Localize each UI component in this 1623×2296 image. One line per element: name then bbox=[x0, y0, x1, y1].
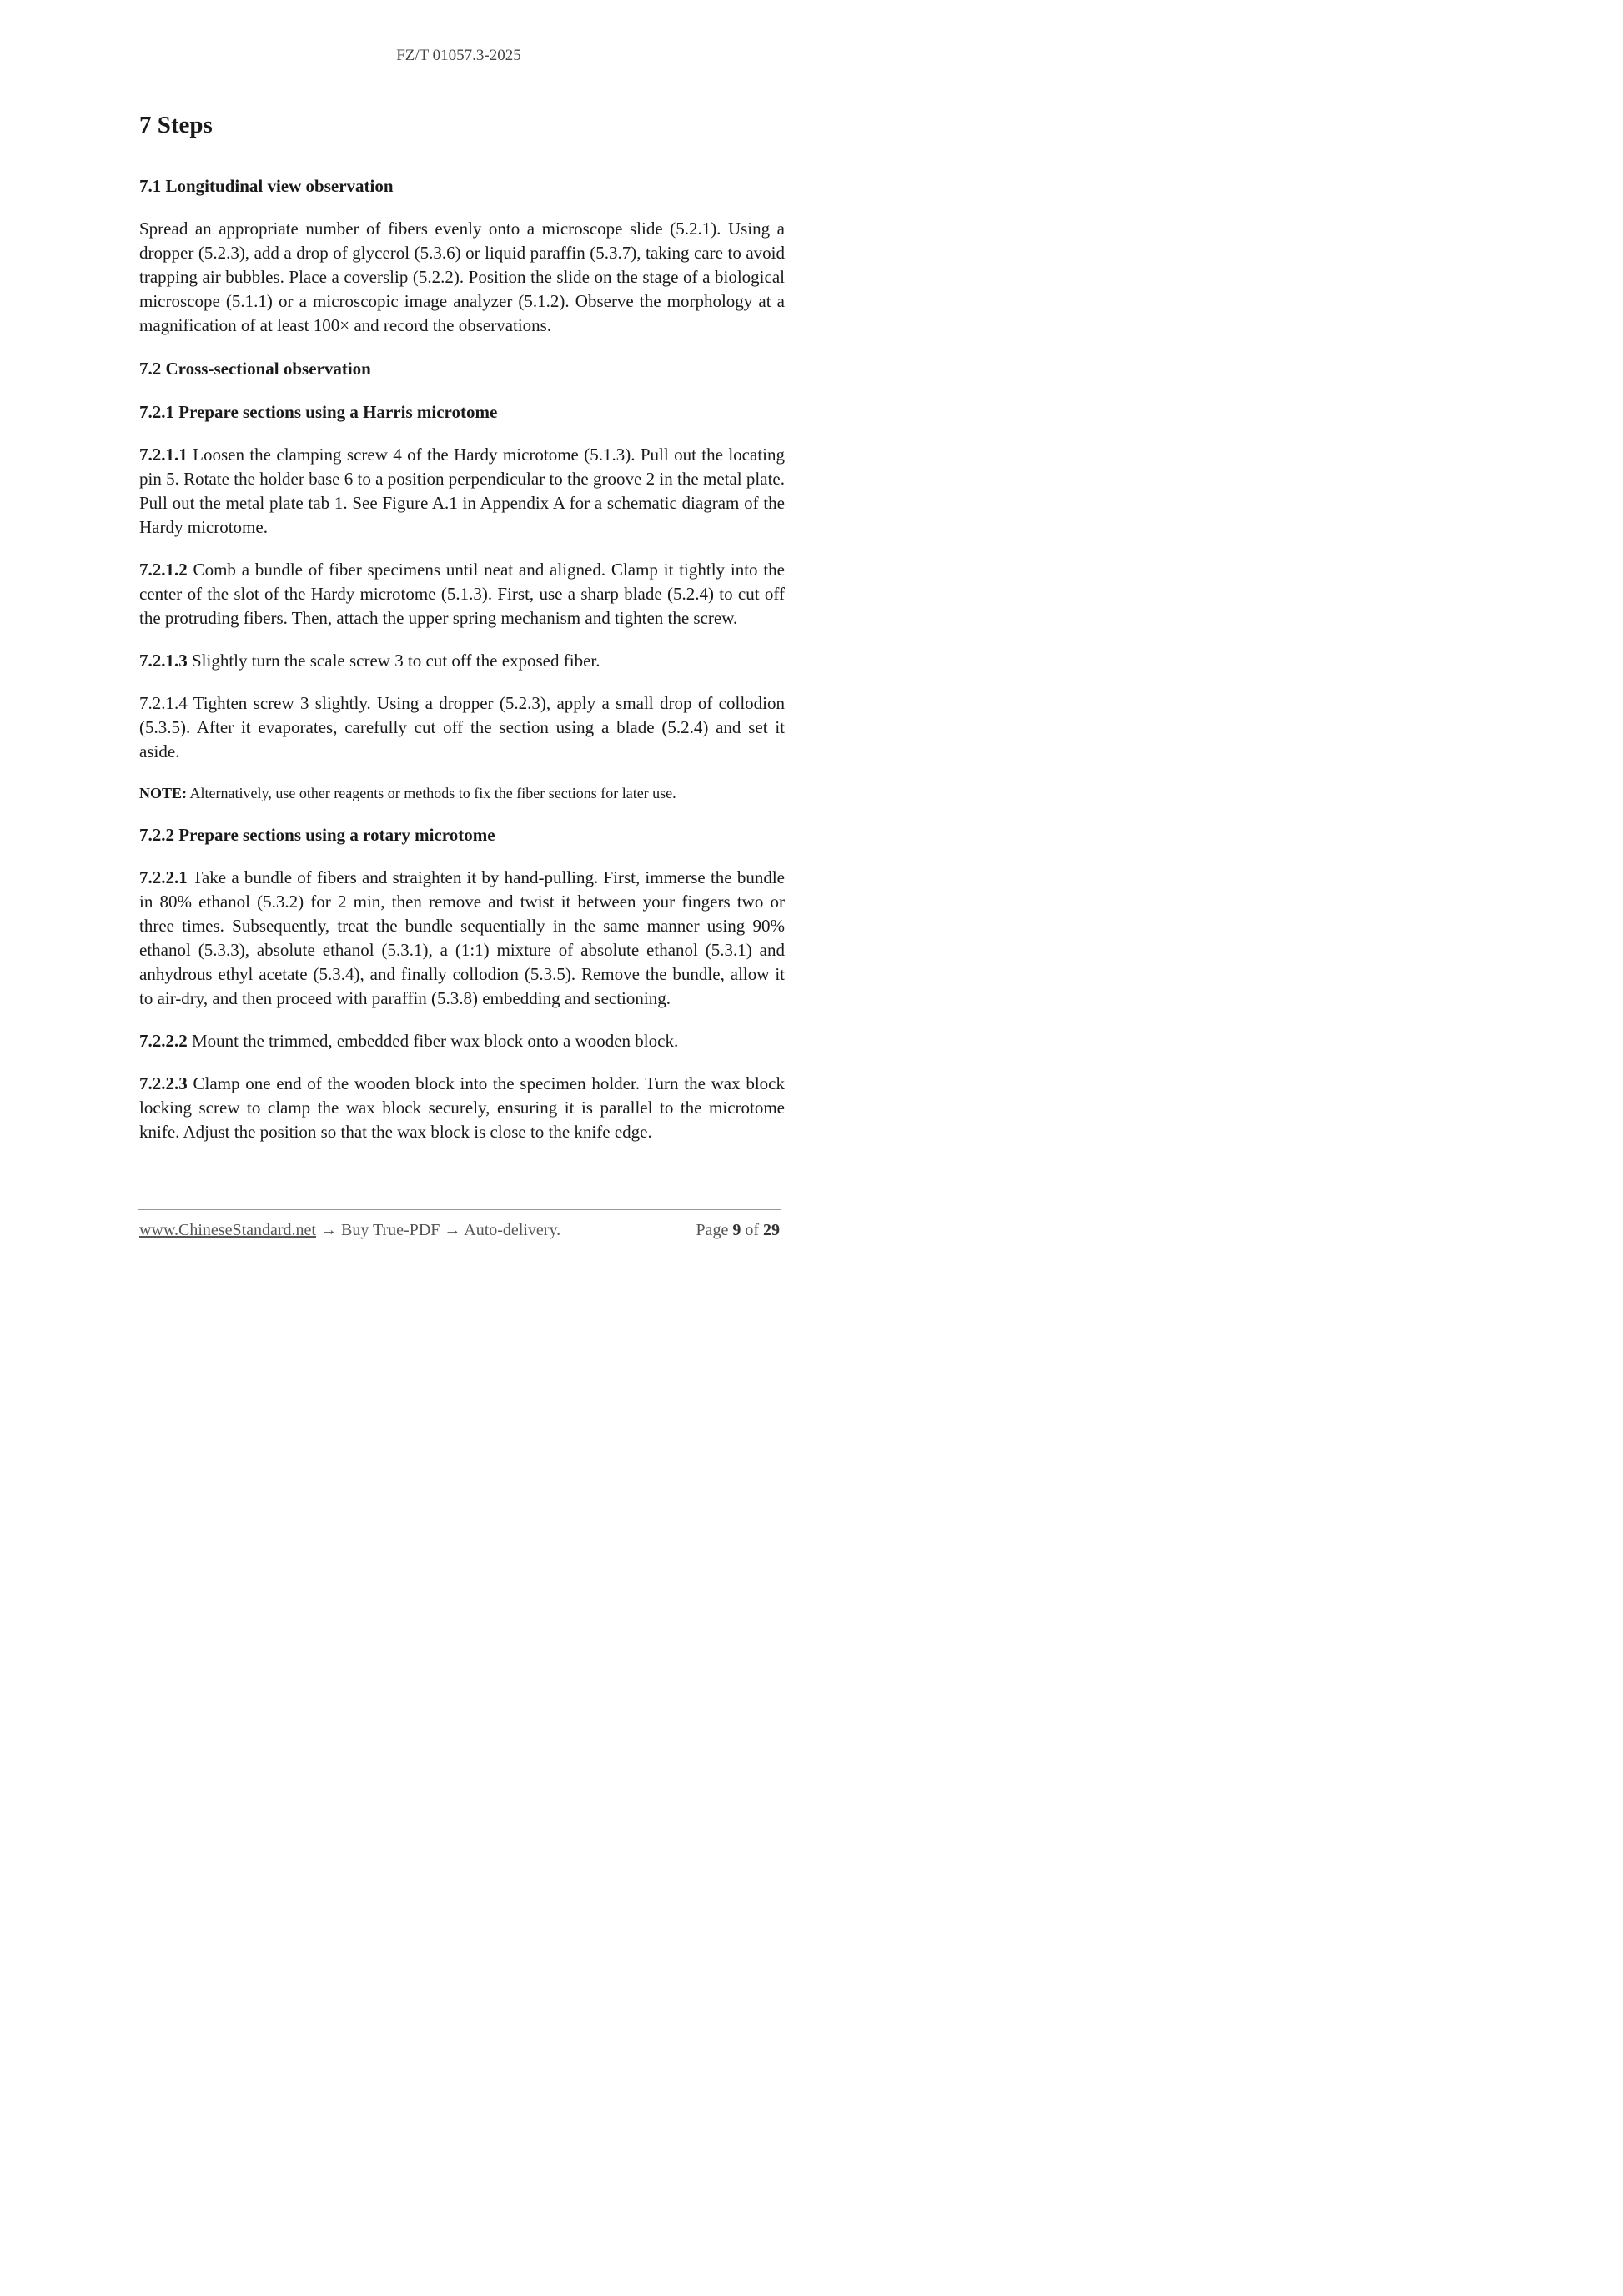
clause-text: Slightly turn the scale screw 3 to cut off the exposed fiber. bbox=[187, 651, 600, 671]
note bbox=[139, 782, 785, 804]
clause-text: Comb a bundle of fiber specimens until neat and aligned. Clamp it tightly into the center of the slot of the Hardy microtome (5.1.3). First, use a sharp blade (5.2.4) to cut off the protruding fibers. Then, attach the upper spring mechanism and tighten the screw. bbox=[139, 560, 785, 628]
clause-number: 7.2.1.2 bbox=[139, 560, 188, 580]
clause-number: 7.2.2.3 bbox=[139, 1073, 188, 1093]
total-pages: 29 bbox=[763, 1221, 780, 1239]
clause-text: Take a bundle of fibers and straighten it by hand-pulling. First, immerse the bundle in 80% ethanol (5.3.2) for 2 min, then remove and twist it between your fingers two or three times. Subsequently, treat the bundle sequentially in the same manner using 90% ethanol (5.3.3), absolute ethanol (5.3.1), a (1:1) mixture of absolute ethanol (5.3.1) and anhydrous ethyl acetate (5.3.4), and finally collodion (5.3.5). Remove the bundle, allow it to air-dry, and then proceed with paraffin (5.3.8) embedding and sectioning. bbox=[139, 867, 785, 1008]
clause-number: 7.2.1.3 bbox=[139, 651, 188, 671]
page-number bbox=[696, 1221, 780, 1240]
paragraph-7-2-1-4: 7.2.1.4 Tighten screw 3 slightly. Using a dropper (5.2.3), apply a small drop of collodion (5.3.5). After it evaporates, carefully cut off the section using a blade (5.2.4) and set it aside. bbox=[139, 693, 785, 761]
paragraph-7-2-2-3 bbox=[139, 1072, 785, 1144]
note-text: Alternatively, use other reagents or methods to fix the fiber sections for later use. bbox=[187, 785, 676, 801]
paragraph-7-2-1-1 bbox=[139, 443, 785, 540]
footer-divider bbox=[138, 1209, 781, 1210]
paragraph-7-2-1-2 bbox=[139, 558, 785, 631]
clause-text: Mount the trimmed, embedded fiber wax block onto a wooden block. bbox=[187, 1031, 679, 1051]
clause-number: 7.2.1.1 bbox=[139, 445, 188, 465]
heading-7-1: 7.1 Longitudinal view observation bbox=[139, 176, 394, 196]
document-body bbox=[139, 107, 785, 1163]
footer-promo bbox=[139, 1221, 560, 1240]
paragraph-7-2-2-1 bbox=[139, 866, 785, 1011]
paragraph-7-2-2-2 bbox=[139, 1029, 785, 1053]
heading-7-2-2: 7.2.2 Prepare sections using a rotary microtome bbox=[139, 825, 495, 845]
clause-text: Loosen the clamping screw 4 of the Hardy microtome (5.1.3). Pull out the locating pin 5. Rotate the holder base 6 to a position perpendicular to the groove 2 in the metal plate. Pull out the metal plate tab 1. See Figure A.1 in Appendix A for a schematic diagram of the Hardy microtome. bbox=[139, 445, 785, 537]
heading-7-2: 7.2 Cross-sectional observation bbox=[139, 359, 371, 379]
paragraph-7-1: Spread an appropriate number of fibers evenly onto a microscope slide (5.2.1). Using a dropper (5.2.3), add a drop of glycerol (5.3.6) or liquid paraffin (5.3.7), taking care to avoid trapping air bubbles. Place a coverslip (5.2.2). Position the slide on the stage of a biological microscope (5.1.1) or a microscopic image analyzer (5.1.2). Observe the morphology at a magnification of at least 100× and record the observations. bbox=[139, 219, 785, 335]
website-link[interactable]: www.ChineseStandard.net bbox=[139, 1221, 316, 1239]
clause-text: Clamp one end of the wooden block into the specimen holder. Turn the wax block locking screw to clamp the wax block securely, ensuring it is parallel to the microtome knife. Adjust the position so that the wax block is close to the knife edge. bbox=[139, 1073, 785, 1142]
heading-7-2-1: 7.2.1 Prepare sections using a Harris microtome bbox=[139, 402, 498, 422]
section-title: 7 Steps bbox=[139, 112, 213, 138]
clause-number: 7.2.2.2 bbox=[139, 1031, 188, 1051]
promo-text: → Buy True-PDF → Auto-delivery. bbox=[316, 1221, 561, 1239]
note-label: NOTE: bbox=[139, 785, 188, 801]
current-page: 9 bbox=[732, 1221, 741, 1239]
page-label: Page bbox=[696, 1221, 729, 1239]
page-header: FZ/T 01057.3-2025 bbox=[396, 47, 521, 64]
of-label: of bbox=[745, 1221, 759, 1239]
clause-number: 7.2.2.1 bbox=[139, 867, 188, 887]
paragraph-7-2-1-3 bbox=[139, 649, 785, 673]
